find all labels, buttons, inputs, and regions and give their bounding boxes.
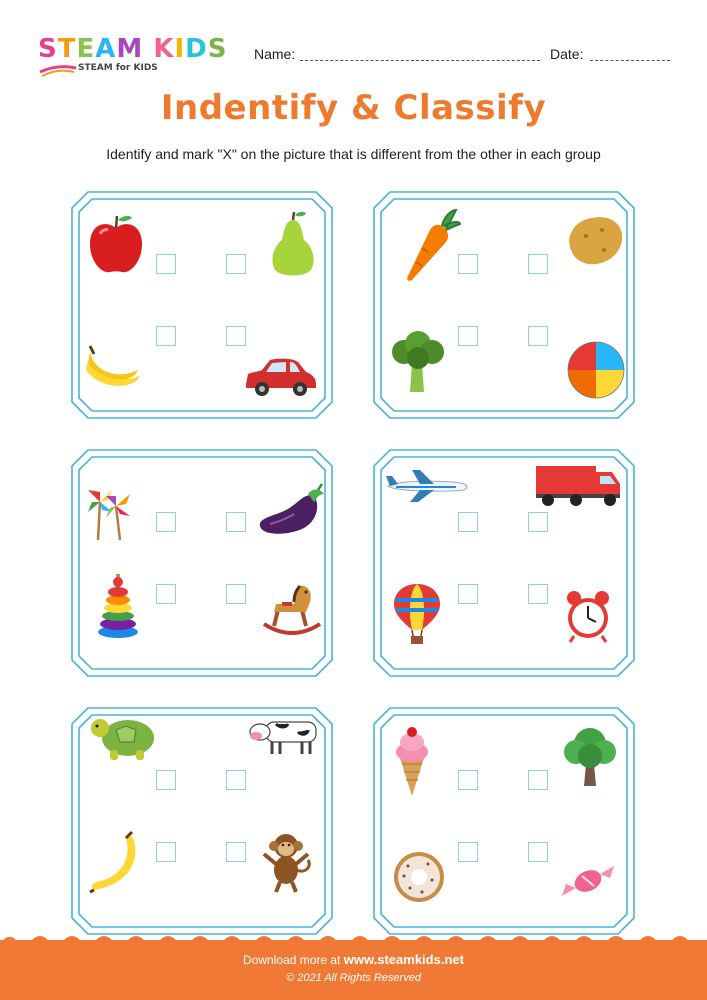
beach-ball-icon[interactable] — [566, 340, 626, 400]
checkbox[interactable] — [226, 326, 246, 346]
footer-website-link[interactable]: www.steamkids.net — [343, 952, 464, 967]
checkbox[interactable] — [226, 584, 246, 604]
pinwheel-icon[interactable] — [82, 482, 138, 542]
steam-kids-logo — [38, 34, 238, 78]
instructions: Identify and mark "X" on the picture that is different from the other in each group — [106, 146, 601, 162]
group-panel-1 — [70, 190, 334, 420]
stacking-rings-icon[interactable] — [96, 572, 140, 640]
checkbox[interactable] — [156, 842, 176, 862]
candy-icon[interactable] — [558, 860, 618, 902]
checkbox[interactable] — [528, 326, 548, 346]
checkbox[interactable] — [528, 512, 548, 532]
checkbox[interactable] — [458, 512, 478, 532]
checkbox[interactable] — [528, 842, 548, 862]
footer — [0, 940, 707, 1000]
checkbox[interactable] — [458, 326, 478, 346]
logo-title: STEAM KIDS — [38, 34, 228, 64]
checkbox[interactable] — [226, 512, 246, 532]
checkbox[interactable] — [156, 770, 176, 790]
logo-swoosh-icon — [38, 62, 78, 78]
name-field[interactable] — [300, 60, 540, 61]
page-title: Indentify & Classify — [160, 88, 547, 128]
car-icon[interactable] — [242, 354, 318, 400]
date-field[interactable] — [590, 60, 670, 61]
group-panel-5 — [70, 706, 334, 936]
group-panel-3 — [70, 448, 334, 678]
checkbox[interactable] — [458, 584, 478, 604]
broccoli-icon[interactable] — [390, 330, 446, 394]
rocking-horse-icon[interactable] — [260, 582, 324, 638]
checkbox[interactable] — [528, 770, 548, 790]
group-panel-6 — [372, 706, 636, 936]
banana-icon[interactable] — [84, 342, 144, 392]
checkbox[interactable] — [226, 254, 246, 274]
group-panel-2 — [372, 190, 636, 420]
pear-icon[interactable] — [268, 210, 318, 280]
monkey-icon[interactable] — [256, 830, 316, 894]
donut-icon[interactable] — [392, 850, 446, 904]
checkbox[interactable] — [458, 770, 478, 790]
footer-download — [0, 952, 707, 967]
group-panel-4 — [372, 448, 636, 678]
hot-air-balloon-icon[interactable] — [392, 580, 442, 646]
turtle-icon[interactable] — [90, 712, 162, 764]
checkbox[interactable] — [528, 254, 548, 274]
checkbox[interactable] — [156, 254, 176, 274]
checkbox[interactable] — [458, 254, 478, 274]
eggplant-icon[interactable] — [256, 482, 328, 540]
ice-cream-icon[interactable] — [392, 726, 432, 798]
name-label: Name: — [254, 46, 296, 62]
checkbox[interactable] — [458, 842, 478, 862]
alarm-clock-icon[interactable] — [564, 590, 612, 644]
carrot-icon[interactable] — [402, 208, 462, 284]
checkbox[interactable] — [528, 584, 548, 604]
tree-icon[interactable] — [560, 724, 620, 788]
date-label: Date: — [550, 46, 584, 62]
footer-copyright: © 2021 All Rights Reserved — [286, 972, 421, 984]
logo-subtitle: STEAM for KIDS — [78, 63, 158, 73]
airplane-icon[interactable] — [384, 468, 470, 504]
apple-icon[interactable] — [86, 212, 146, 276]
checkbox[interactable] — [156, 326, 176, 346]
checkbox[interactable] — [226, 842, 246, 862]
footer-download-text: Download more at — [243, 953, 341, 967]
checkbox[interactable] — [156, 512, 176, 532]
checkbox[interactable] — [156, 584, 176, 604]
banana-icon[interactable] — [88, 830, 148, 896]
checkbox[interactable] — [226, 770, 246, 790]
cow-icon[interactable] — [246, 714, 322, 758]
potato-icon[interactable] — [564, 212, 626, 268]
truck-icon[interactable] — [532, 462, 624, 508]
